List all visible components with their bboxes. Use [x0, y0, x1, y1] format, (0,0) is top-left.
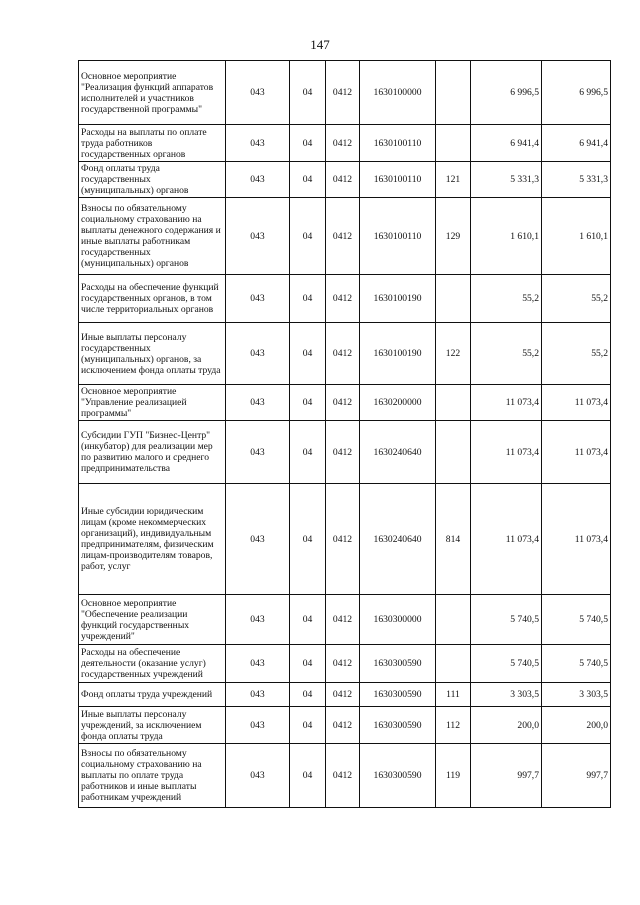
ministry-code: 043: [226, 61, 290, 125]
ministry-code: 043: [226, 707, 290, 744]
table-row: [79, 744, 611, 808]
section-code: 04: [290, 275, 326, 323]
table-row: [79, 125, 611, 162]
target-code: 1630200000: [360, 385, 436, 421]
target-code: 1630100110: [360, 125, 436, 162]
amount-1: 997,7: [471, 744, 542, 808]
table-row: [79, 323, 611, 385]
ministry-code: 043: [226, 275, 290, 323]
ministry-code: 043: [226, 421, 290, 484]
amount-1: 3 303,5: [471, 683, 542, 707]
amount-2: 55,2: [542, 275, 611, 323]
subsection-code: 0412: [326, 385, 360, 421]
expense-type-code: 814: [436, 484, 471, 595]
amount-2: 6 941,4: [542, 125, 611, 162]
amount-2: 5 740,5: [542, 595, 611, 645]
target-code: 1630100190: [360, 323, 436, 385]
table-row: [79, 275, 611, 323]
amount-1: 11 073,4: [471, 421, 542, 484]
table-row: [79, 645, 611, 683]
section-code: 04: [290, 61, 326, 125]
target-code: 1630300000: [360, 595, 436, 645]
table-row: [79, 421, 611, 484]
table-row: [79, 484, 611, 595]
amount-1: 200,0: [471, 707, 542, 744]
target-code: 1630100110: [360, 198, 436, 275]
ministry-code: 043: [226, 484, 290, 595]
ministry-code: 043: [226, 323, 290, 385]
amount-1: 11 073,4: [471, 484, 542, 595]
row-name: Взносы по обязательному социальному страхованию на выплаты денежного содержания и иные выплаты работникам государственных (муниципальных) органов: [79, 198, 226, 275]
section-code: 04: [290, 744, 326, 808]
section-code: 04: [290, 645, 326, 683]
table-row: [79, 162, 611, 198]
row-name: Взносы по обязательному социальному страхованию на выплаты по оплате труда работников и иные выплаты работникам учреждений: [79, 744, 226, 808]
amount-1: 6 941,4: [471, 125, 542, 162]
row-name: Иные субсидии юридическим лицам (кроме некоммерческих организаций), индивидуальным предпринимателям, физическим лицам-производителям товаров, работ, услуг: [79, 484, 226, 595]
target-code: 1630100190: [360, 275, 436, 323]
section-code: 04: [290, 683, 326, 707]
table-row: [79, 595, 611, 645]
section-code: 04: [290, 421, 326, 484]
amount-2: 11 073,4: [542, 421, 611, 484]
expense-type-code: 129: [436, 198, 471, 275]
ministry-code: 043: [226, 744, 290, 808]
expense-type-code: [436, 61, 471, 125]
row-name: Основное мероприятие "Реализация функций аппаратов исполнителей и участников государственной программы": [79, 61, 226, 125]
subsection-code: 0412: [326, 198, 360, 275]
expense-type-code: 112: [436, 707, 471, 744]
table-row: [79, 385, 611, 421]
expense-type-code: 122: [436, 323, 471, 385]
subsection-code: 0412: [326, 645, 360, 683]
expense-type-code: [436, 125, 471, 162]
amount-2: 3 303,5: [542, 683, 611, 707]
amount-1: 5 740,5: [471, 595, 542, 645]
expense-type-code: 111: [436, 683, 471, 707]
amount-1: 1 610,1: [471, 198, 542, 275]
target-code: 1630100000: [360, 61, 436, 125]
section-code: 04: [290, 162, 326, 198]
amount-1: 11 073,4: [471, 385, 542, 421]
ministry-code: 043: [226, 385, 290, 421]
ministry-code: 043: [226, 198, 290, 275]
expense-type-code: [436, 275, 471, 323]
row-name: Основное мероприятие "Обеспечение реализации функций государственных учреждений": [79, 595, 226, 645]
section-code: 04: [290, 707, 326, 744]
table-row: [79, 683, 611, 707]
subsection-code: 0412: [326, 683, 360, 707]
target-code: 1630300590: [360, 744, 436, 808]
section-code: 04: [290, 198, 326, 275]
expense-type-code: [436, 645, 471, 683]
subsection-code: 0412: [326, 595, 360, 645]
subsection-code: 0412: [326, 744, 360, 808]
expense-type-code: 121: [436, 162, 471, 198]
amount-2: 1 610,1: [542, 198, 611, 275]
expense-type-code: 119: [436, 744, 471, 808]
row-name: Фонд оплаты труда учреждений: [79, 683, 226, 707]
target-code: 1630240640: [360, 421, 436, 484]
expense-type-code: [436, 421, 471, 484]
row-name: Основное мероприятие "Управление реализацией программы": [79, 385, 226, 421]
amount-2: 5 740,5: [542, 645, 611, 683]
subsection-code: 0412: [326, 162, 360, 198]
target-code: 1630300590: [360, 707, 436, 744]
row-name: Иные выплаты персоналу государственных (муниципальных) органов, за исключением фонда оплаты труда: [79, 323, 226, 385]
table-row: [79, 61, 611, 125]
subsection-code: 0412: [326, 275, 360, 323]
row-name: Субсидии ГУП "Бизнес-Центр" (инкубатор) для реализации мер по развитию малого и среднего предпринимательства: [79, 421, 226, 484]
amount-2: 6 996,5: [542, 61, 611, 125]
target-code: 1630300590: [360, 683, 436, 707]
amount-1: 5 331,3: [471, 162, 542, 198]
subsection-code: 0412: [326, 323, 360, 385]
table-row: [79, 198, 611, 275]
amount-1: 6 996,5: [471, 61, 542, 125]
amount-2: 200,0: [542, 707, 611, 744]
target-code: 1630300590: [360, 645, 436, 683]
target-code: 1630240640: [360, 484, 436, 595]
section-code: 04: [290, 385, 326, 421]
subsection-code: 0412: [326, 707, 360, 744]
ministry-code: 043: [226, 595, 290, 645]
subsection-code: 0412: [326, 125, 360, 162]
expense-type-code: [436, 595, 471, 645]
amount-2: 11 073,4: [542, 484, 611, 595]
row-name: Расходы на обеспечение функций государственных органов, в том числе территориальных органов: [79, 275, 226, 323]
ministry-code: 043: [226, 645, 290, 683]
row-name: Расходы на обеспечение деятельности (оказание услуг) государственных учреждений: [79, 645, 226, 683]
amount-1: 55,2: [471, 275, 542, 323]
row-name: Расходы на выплаты по оплате труда работников государственных органов: [79, 125, 226, 162]
amount-2: 55,2: [542, 323, 611, 385]
row-name: Иные выплаты персоналу учреждений, за исключением фонда оплаты труда: [79, 707, 226, 744]
table-row: [79, 707, 611, 744]
amount-1: 5 740,5: [471, 645, 542, 683]
amount-2: 5 331,3: [542, 162, 611, 198]
target-code: 1630100110: [360, 162, 436, 198]
subsection-code: 0412: [326, 484, 360, 595]
page-number: 147: [310, 37, 330, 52]
row-name: Фонд оплаты труда государственных (муниципальных) органов: [79, 162, 226, 198]
amount-2: 997,7: [542, 744, 611, 808]
section-code: 04: [290, 595, 326, 645]
subsection-code: 0412: [326, 421, 360, 484]
amount-2: 11 073,4: [542, 385, 611, 421]
ministry-code: 043: [226, 162, 290, 198]
budget-table: [78, 60, 611, 808]
amount-1: 55,2: [471, 323, 542, 385]
ministry-code: 043: [226, 125, 290, 162]
expense-type-code: [436, 385, 471, 421]
section-code: 04: [290, 484, 326, 595]
ministry-code: 043: [226, 683, 290, 707]
section-code: 04: [290, 125, 326, 162]
subsection-code: 0412: [326, 61, 360, 125]
section-code: 04: [290, 323, 326, 385]
